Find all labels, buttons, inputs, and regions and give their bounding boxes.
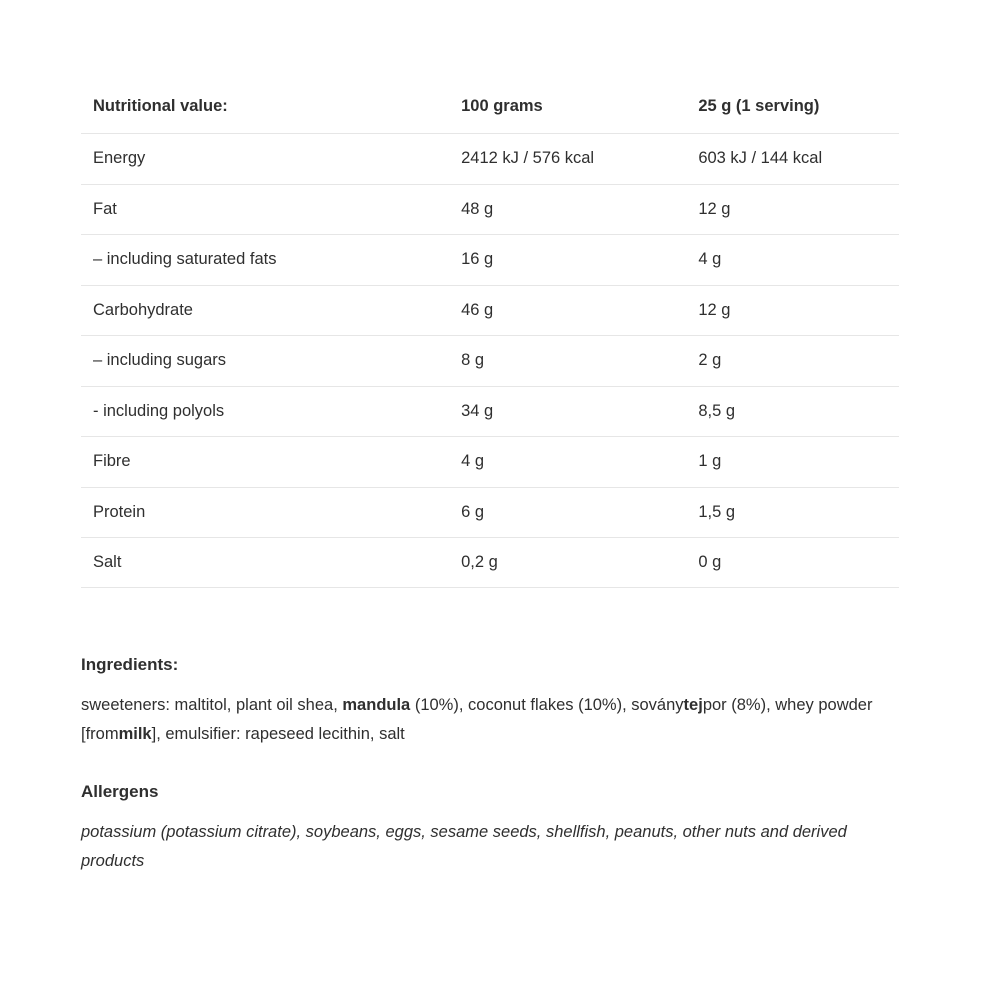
ingredient-text-segment: ], emulsifier: rapeseed lecithin, salt [151,724,405,743]
value-per-100g: 34 g [449,386,686,436]
value-per-100g: 16 g [449,235,686,285]
ingredients-title: Ingredients: [81,655,179,674]
header-nutritional-value: Nutritional value: [81,96,449,134]
ingredient-text-segment: sweeteners: maltitol, plant oil shea, [81,696,343,714]
ingredients-section [81,655,911,749]
value-per-serving: 2 g [686,336,899,386]
header-per-100-grams: 100 grams [449,96,686,134]
ingredient-text-segment: por (8%), whey powder [from [81,696,873,743]
table-row [81,336,899,386]
nutrition-table-head [81,96,899,134]
table-row [81,437,899,487]
nutrient-label: Energy [81,134,449,184]
nutrient-label: Carbohydrate [81,285,449,335]
table-row [81,386,899,436]
value-per-serving: 4 g [686,235,899,285]
nutrient-label: Fat [81,184,449,234]
nutrient-label: - including polyols [81,386,449,436]
ingredient-allergen-term: tej [683,696,703,714]
nutrient-label: – including saturated fats [81,235,449,285]
table-row [81,134,899,184]
allergens-section [81,782,911,876]
value-per-100g: 6 g [449,487,686,537]
allergens-text: potassium (potassium citrate), soybeans, eggs, sesame seeds, shellfish, peanuts, other nuts and derived products [81,823,847,870]
table-row [81,235,899,285]
value-per-100g: 8 g [449,336,686,386]
value-per-serving: 1,5 g [686,487,899,537]
value-per-100g: 0,2 g [449,537,686,587]
nutrient-label: Protein [81,487,449,537]
value-per-100g: 46 g [449,285,686,335]
nutrition-table [81,96,899,588]
nutrient-label: Salt [81,537,449,587]
value-per-serving: 12 g [686,184,899,234]
table-row [81,285,899,335]
table-row [81,487,899,537]
table-row [81,537,899,587]
nutrient-label: Fibre [81,437,449,487]
header-per-serving: 25 g (1 serving) [686,96,899,134]
value-per-100g: 48 g [449,184,686,234]
value-per-serving: 603 kJ / 144 kcal [686,134,899,184]
nutrition-table-wrapper [81,96,899,588]
allergens-title: Allergens [81,782,159,801]
value-per-serving: 12 g [686,285,899,335]
ingredient-allergen-term: milk [118,724,152,743]
ingredient-allergen-term: mandula [342,696,411,714]
ingredient-text-segment: (10%), coconut flakes (10%), sovány [410,696,684,714]
value-per-serving: 1 g [686,437,899,487]
nutrition-table-body [81,134,899,588]
value-per-100g: 4 g [449,437,686,487]
value-per-serving: 8,5 g [686,386,899,436]
value-per-100g: 2412 kJ / 576 kcal [449,134,686,184]
nutrient-label: – including sugars [81,336,449,386]
table-row [81,184,899,234]
table-header-row [81,96,899,134]
value-per-serving: 0 g [686,537,899,587]
ingredients-text [81,691,911,749]
